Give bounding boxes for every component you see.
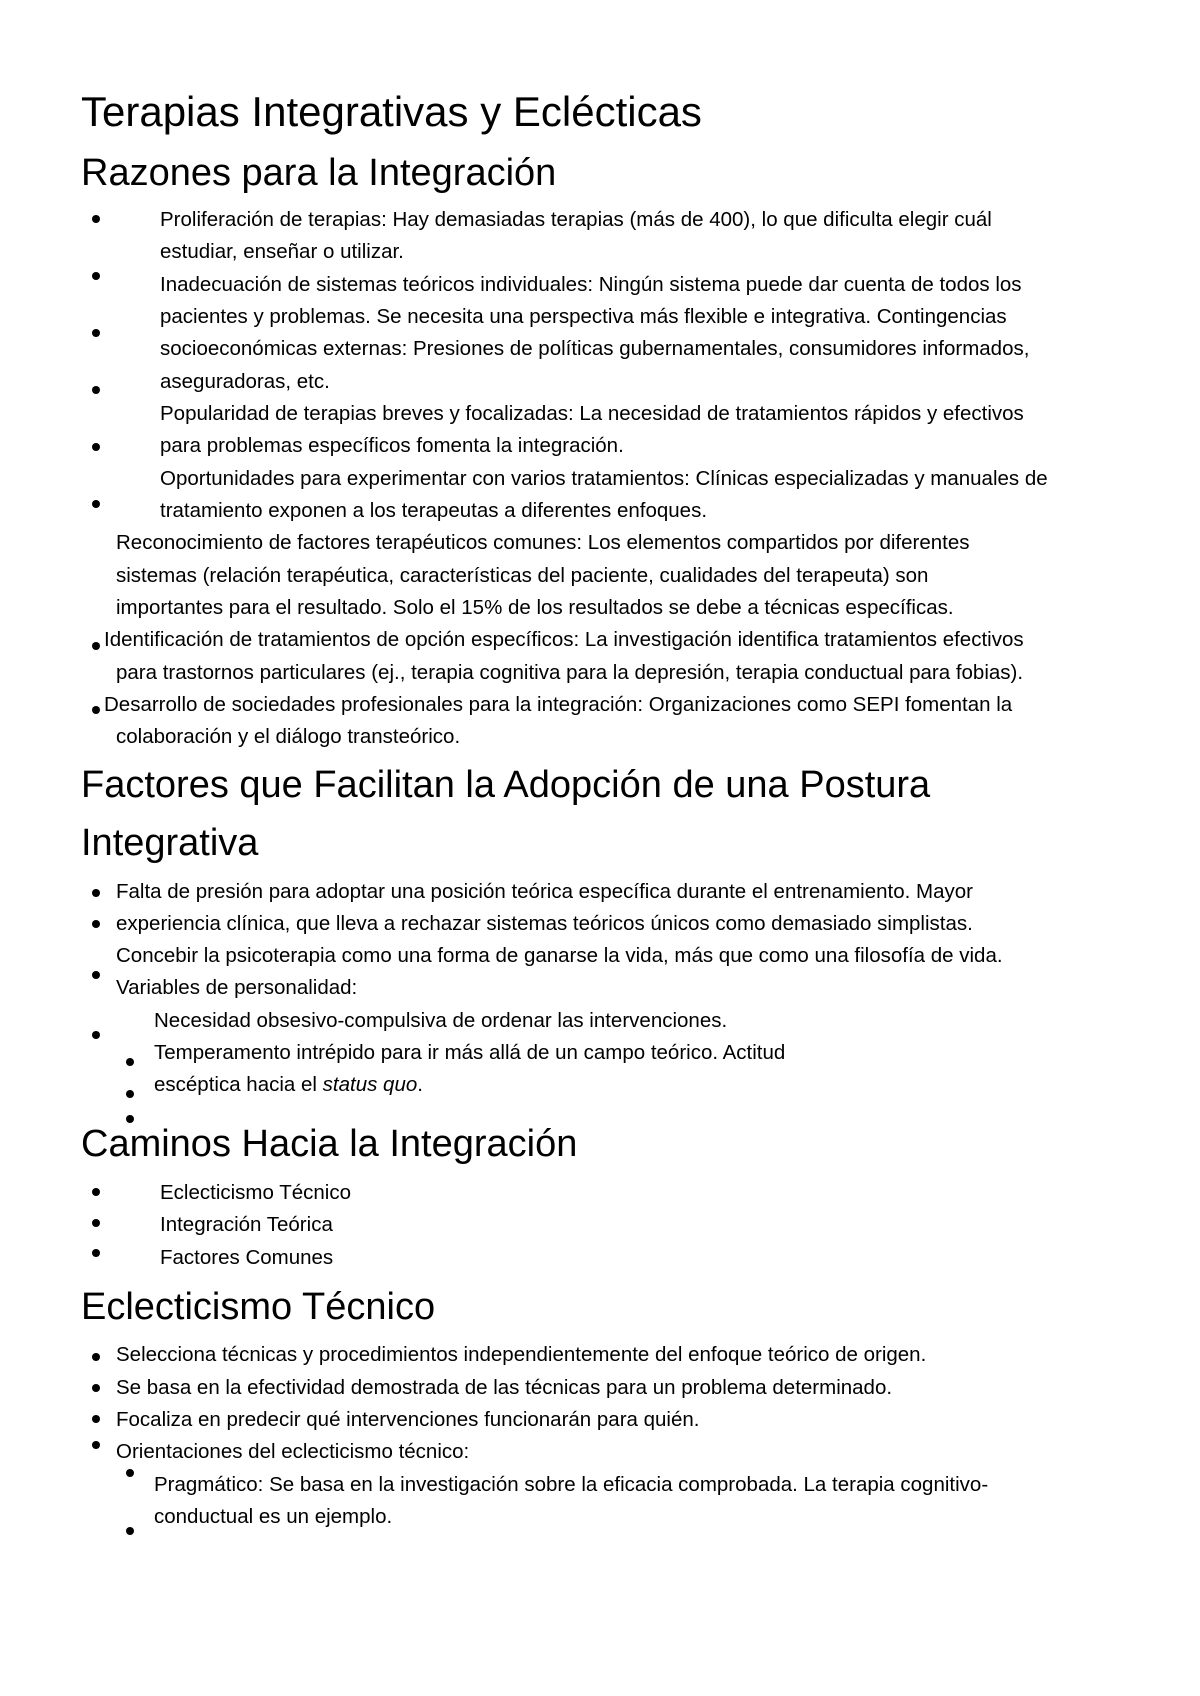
list-item-text: Orientaciones del eclecticismo técnico:	[116, 1440, 470, 1463]
bullet-icon	[92, 1353, 100, 1361]
bullet-icon	[92, 920, 100, 928]
section-heading-razones: Razones para la Integración	[81, 152, 557, 194]
list-item-text: socioeconómicas externas: Presiones de políticas gubernamentales, consumidores informados,	[160, 337, 1030, 360]
list-item-text: sistemas (relación terapéutica, características del paciente, cualidades del terapeuta) son	[116, 564, 929, 587]
bullet-icon	[126, 1115, 134, 1123]
bullet-icon	[92, 1415, 100, 1423]
list-item-text: Integración Teórica	[160, 1213, 333, 1236]
list-item-text: colaboración y el diálogo transteórico.	[116, 725, 461, 748]
list-item-text: tratamiento exponen a los terapeutas a diferentes enfoques.	[160, 499, 708, 522]
list-item-text: aseguradoras, etc.	[160, 370, 330, 393]
list-item-text	[154, 1073, 423, 1097]
list-item-text: estudiar, enseñar o utilizar.	[160, 240, 404, 263]
bullet-icon	[92, 215, 100, 223]
list-item-text: pacientes y problemas. Se necesita una perspectiva más flexible e integrativa. Contingencias	[160, 305, 1007, 328]
list-item-text: Temperamento intrépido para ir más allá de un campo teórico. Actitud	[154, 1041, 786, 1064]
bullet-icon	[92, 642, 100, 650]
list-item-text: Focaliza en predecir qué intervenciones funcionarán para quién.	[116, 1408, 700, 1431]
list-item-text: experiencia clínica, que lleva a rechazar sistemas teóricos únicos como demasiado simplistas.	[116, 912, 973, 935]
bullet-icon	[126, 1527, 134, 1535]
list-item-text: Pragmático: Se basa en la investigación sobre la eficacia comprobada. La terapia cognitivo-	[154, 1473, 989, 1496]
bullet-icon	[92, 1219, 100, 1227]
list-item-text: Oportunidades para experimentar con varios tratamientos: Clínicas especializadas y manuales de	[160, 467, 1048, 490]
list-item-text: Reconocimiento de factores terapéuticos comunes: Los elementos compartidos por diferentes	[116, 531, 970, 554]
section-heading-eclecticismo: Eclecticismo Técnico	[81, 1286, 436, 1328]
bullet-icon	[92, 1188, 100, 1196]
status-quo-italic: status quo	[322, 1073, 418, 1096]
section-heading-caminos: Caminos Hacia la Integración	[81, 1123, 578, 1165]
bullet-icon	[92, 1031, 100, 1039]
list-item-text: Desarrollo de sociedades profesionales para la integración: Organizaciones como SEPI fomentan la	[104, 693, 1013, 716]
bullet-icon	[92, 386, 100, 394]
list-item-text: Inadecuación de sistemas teóricos individuales: Ningún sistema puede dar cuenta de todos los	[160, 273, 1022, 296]
bullet-icon	[92, 706, 100, 714]
bullet-icon	[92, 443, 100, 451]
bullet-icon	[92, 971, 100, 979]
bullet-icon	[92, 272, 100, 280]
list-item-text: Se basa en la efectividad demostrada de las técnicas para un problema determinado.	[116, 1376, 893, 1399]
list-item-text: Factores Comunes	[160, 1246, 334, 1269]
bullet-icon	[92, 1249, 100, 1257]
bullet-icon	[126, 1469, 134, 1477]
list-item-text: Eclecticismo Técnico	[160, 1181, 352, 1204]
document-title: Terapias Integrativas y Eclécticas	[81, 88, 702, 135]
list-item-text: Necesidad obsesivo-compulsiva de ordenar las intervenciones.	[154, 1009, 728, 1032]
section-heading-factores-line2: Integrativa	[81, 822, 259, 864]
bullet-icon	[92, 329, 100, 337]
list-item-text: importantes para el resultado. Solo el 15% de los resultados se debe a técnicas específicas.	[116, 596, 954, 619]
list-item-text: Falta de presión para adoptar una posición teórica específica durante el entrenamiento. Mayor	[116, 880, 973, 903]
list-item-text: para trastornos particulares (ej., terapia cognitiva para la depresión, terapia conductual para fobias).	[116, 661, 1024, 684]
list-item-text: Variables de personalidad:	[116, 976, 358, 999]
list-item-text: Popularidad de terapias breves y focalizadas: La necesidad de tratamientos rápidos y efectivos	[160, 402, 1024, 425]
section-heading-factores-line1: Factores que Facilitan la Adopción de una Postura	[81, 764, 931, 806]
list-item-text: Selecciona técnicas y procedimientos independientemente del enfoque teórico de origen.	[116, 1343, 927, 1366]
bullet-icon	[126, 1058, 134, 1066]
list-item-text: conductual es un ejemplo.	[154, 1505, 393, 1528]
bullet-icon	[92, 889, 100, 897]
bullet-icon	[92, 500, 100, 508]
bullet-icon	[126, 1090, 134, 1098]
bullet-icon	[92, 1384, 100, 1392]
list-item-text: Concebir la psicoterapia como una forma de ganarse la vida, más que como una filosofía de vida.	[116, 944, 1003, 967]
bullet-icon	[92, 1441, 100, 1449]
list-item-text-part: escéptica hacia el	[154, 1073, 323, 1096]
list-item-text: Identificación de tratamientos de opción específicos: La investigación identifica tratamientos efectivos	[104, 628, 1024, 651]
period: .	[417, 1073, 423, 1096]
list-item-text: Proliferación de terapias: Hay demasiadas terapias (más de 400), lo que dificulta elegir cuál	[160, 208, 992, 231]
list-item-text: para problemas específicos fomenta la integración.	[160, 434, 624, 457]
